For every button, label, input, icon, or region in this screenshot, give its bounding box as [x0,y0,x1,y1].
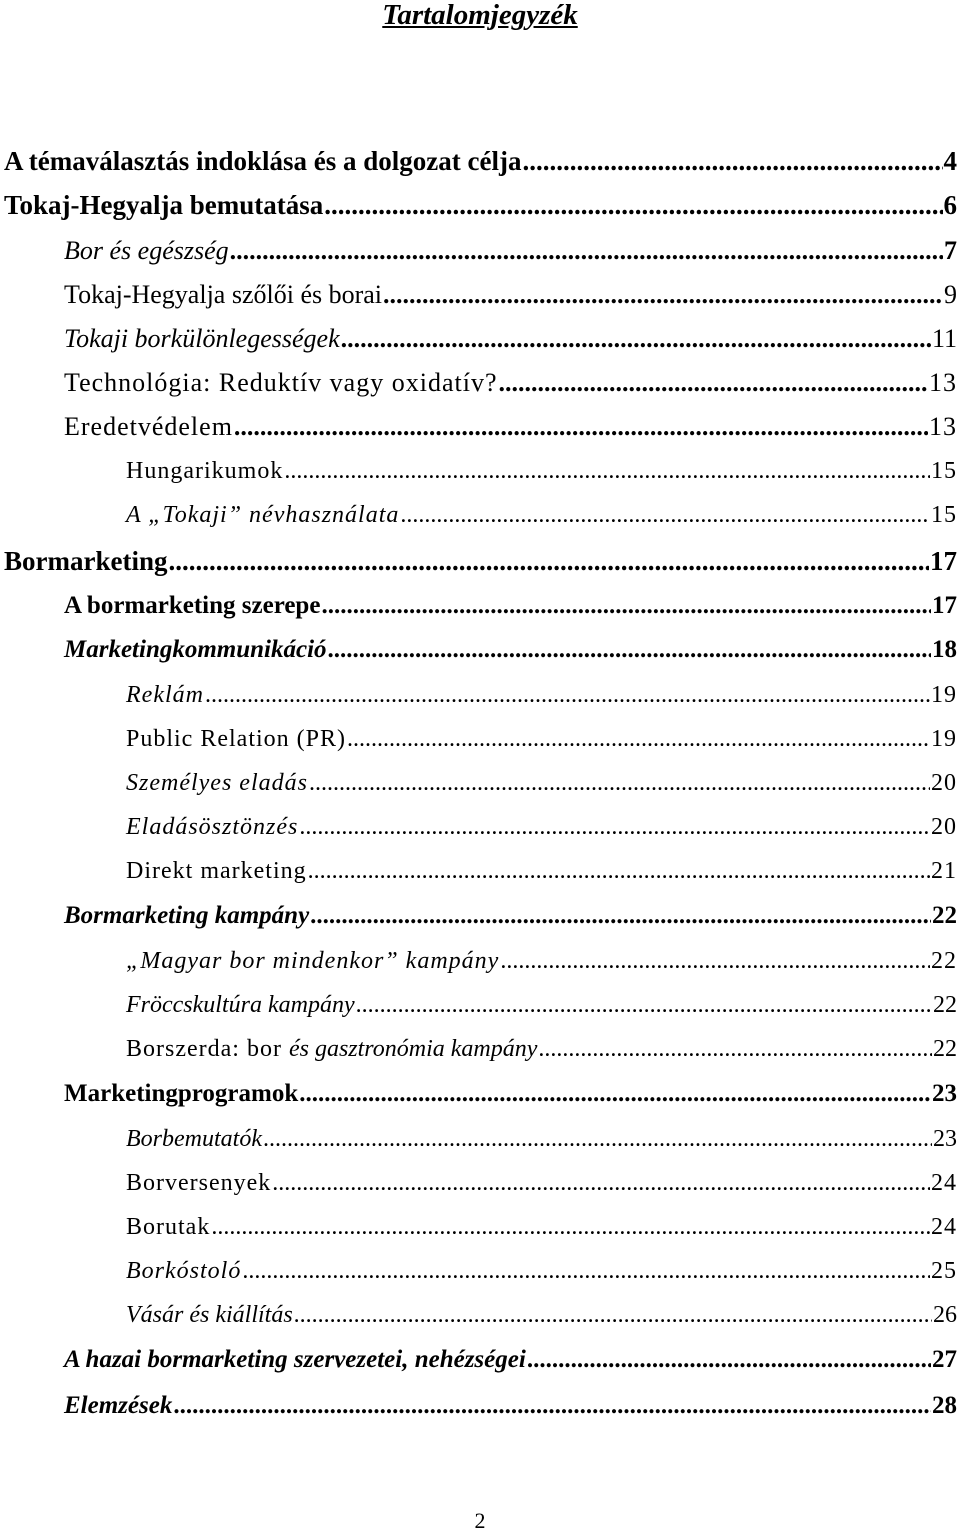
dot-leader [356,992,932,1019]
dot-leader [205,682,930,709]
toc-entry-page: 19 [931,726,957,752]
toc-entry[interactable] [64,1346,957,1386]
toc-entry-page: 9 [944,280,957,309]
dot-leader [234,412,928,442]
dot-leader [400,502,930,529]
toc-entry-label: A hazai bormarketing szervezetei, nehézségei [64,1346,526,1373]
toc-entry-page: 22 [931,948,957,974]
dot-leader [383,280,943,310]
toc-entry-label: Bor és egészség [64,236,229,265]
toc-entry-label: Eladásösztönzés [126,814,299,840]
dot-leader [168,546,929,577]
toc-entry-label-italic: és gasztronómia kampány [288,1036,538,1062]
toc-entry-label: Marketingkommunikáció [64,636,327,663]
toc-entry-label-regular: Borszerda: bor [126,1036,289,1062]
dot-leader [341,324,931,354]
toc-entry-page: 13 [929,412,957,441]
toc-entry-page: 22 [932,902,957,929]
page-number: 2 [474,1508,486,1533]
toc-entry[interactable] [126,1036,957,1076]
toc-entry-label: Borbemutatók [126,1126,262,1152]
toc-entry-page: 27 [932,1346,957,1373]
toc-entry-label: Elemzések [64,1392,173,1419]
toc-entry[interactable] [4,190,957,230]
dot-leader [272,1170,930,1197]
toc-entry-page: 26 [933,1302,957,1328]
toc-entry-label: Eredetvédelem [64,412,233,441]
toc-entry-label: A témaválasztás indoklása és a dolgozat célja [4,146,522,176]
toc-entry-page: 24 [931,1170,957,1196]
dot-leader [321,592,931,620]
toc-entry-label: Reklám [126,682,204,708]
toc-entry[interactable] [4,546,957,586]
toc-entry[interactable] [64,902,957,942]
dot-leader [299,1080,931,1108]
toc-entry[interactable] [126,1214,957,1254]
dot-leader [173,1392,931,1420]
toc-entry-label: Bormarketing kampány [64,902,310,929]
toc-entry-label: Tokaji borkülönlegességek [64,324,340,353]
toc-entry[interactable] [126,682,957,722]
dot-leader [211,1214,930,1241]
toc-entry[interactable] [126,948,957,988]
dot-leader [498,368,928,398]
toc-entry[interactable] [126,770,957,810]
toc-entry[interactable] [126,814,957,854]
dot-leader [242,1258,930,1285]
toc-entry[interactable] [126,1258,957,1298]
toc-entry-label: Fröccskultúra kampány [126,992,355,1018]
toc-entry[interactable] [126,458,957,498]
toc-entry[interactable] [126,858,957,898]
toc-entry-label: Marketingprogramok [64,1080,299,1107]
dot-leader [527,1346,931,1374]
toc-entry[interactable] [126,1126,957,1166]
toc-entry-page: 15 [931,458,957,484]
toc-entry[interactable] [64,1080,957,1120]
toc-entry-page: 28 [932,1392,957,1419]
toc-entry[interactable] [4,146,957,186]
toc-entry-page: 15 [931,502,957,528]
toc-entry-page: 20 [931,814,957,840]
toc-entry-label: Vásár és kiállítás [126,1302,293,1328]
dot-leader [538,1036,932,1063]
toc-entry[interactable] [64,236,957,276]
dot-leader [522,146,942,177]
dot-leader [310,902,931,930]
toc-entry-label: Hungarikumok [126,458,284,484]
toc-entry-page: 6 [943,190,957,220]
toc-entry-label: Személyes eladás [126,770,308,796]
toc-entry-page: 24 [931,1214,957,1240]
toc-entry[interactable] [64,368,957,408]
toc-entry[interactable] [64,636,957,676]
dot-leader [324,190,942,221]
toc-entry-label: Bormarketing [4,546,168,576]
toc-entry-label: „Magyar bor mindenkor” kampány [126,948,500,974]
toc-entry-page: 18 [932,636,957,663]
toc-entry-page: 20 [931,770,957,796]
toc-entry-label: A bormarketing szerepe [64,592,321,619]
dot-leader [328,636,931,664]
toc-entry-page: 21 [931,858,957,884]
toc-entry-page: 17 [932,592,957,619]
toc-entry-page: 23 [932,1080,957,1107]
toc-entry-page: 19 [931,682,957,708]
toc-entry-page: 17 [930,546,957,576]
toc-entry-page: 23 [933,1126,957,1152]
toc-entry[interactable] [64,324,957,364]
toc-entry[interactable] [64,592,957,632]
dot-leader [230,236,943,266]
toc-entry[interactable] [64,280,957,320]
toc-entry-label [126,1036,537,1063]
toc-entry-label: Borutak [126,1214,211,1240]
toc-entry[interactable] [126,502,957,542]
dot-leader [299,814,930,841]
toc-entry-page: 22 [933,992,957,1018]
dot-leader [284,458,930,485]
toc-entry-label: Borversenyek [126,1170,272,1196]
toc-entry[interactable] [126,726,957,766]
toc-title: Tartalomjegyzék [382,0,578,31]
toc-entry-label: Tokaj-Hegyalja bemutatása [4,190,324,220]
toc-entry-label: Direkt marketing [126,858,307,884]
toc-entry-label: Tokaj-Hegyalja szőlői és borai [64,280,383,309]
toc-entry-page: 11 [931,324,957,353]
dot-leader [308,858,930,885]
toc-entry-label: Public Relation (PR) [126,726,346,752]
dot-leader [500,948,930,975]
toc-entry[interactable] [64,412,957,452]
dot-leader [263,1126,932,1153]
toc-entry-page: 22 [933,1036,957,1062]
toc-entry-page: 7 [944,236,957,265]
dot-leader [294,1302,932,1329]
dot-leader [347,726,930,753]
toc-entry[interactable] [126,1170,957,1210]
toc-entry-page: 13 [929,368,957,397]
toc-entry-page: 4 [943,146,957,176]
toc-entry-page: 25 [931,1258,957,1284]
toc-entry-label: Technológia: Reduktív vagy oxidatív? [64,368,498,397]
toc-entry-label: A „Tokaji” névhasználata [126,502,400,528]
dot-leader [309,770,930,797]
toc-entry[interactable] [126,992,957,1032]
toc-entry[interactable] [64,1392,957,1432]
toc-entry[interactable] [126,1302,957,1342]
toc-entry-label: Borkóstoló [126,1258,242,1284]
